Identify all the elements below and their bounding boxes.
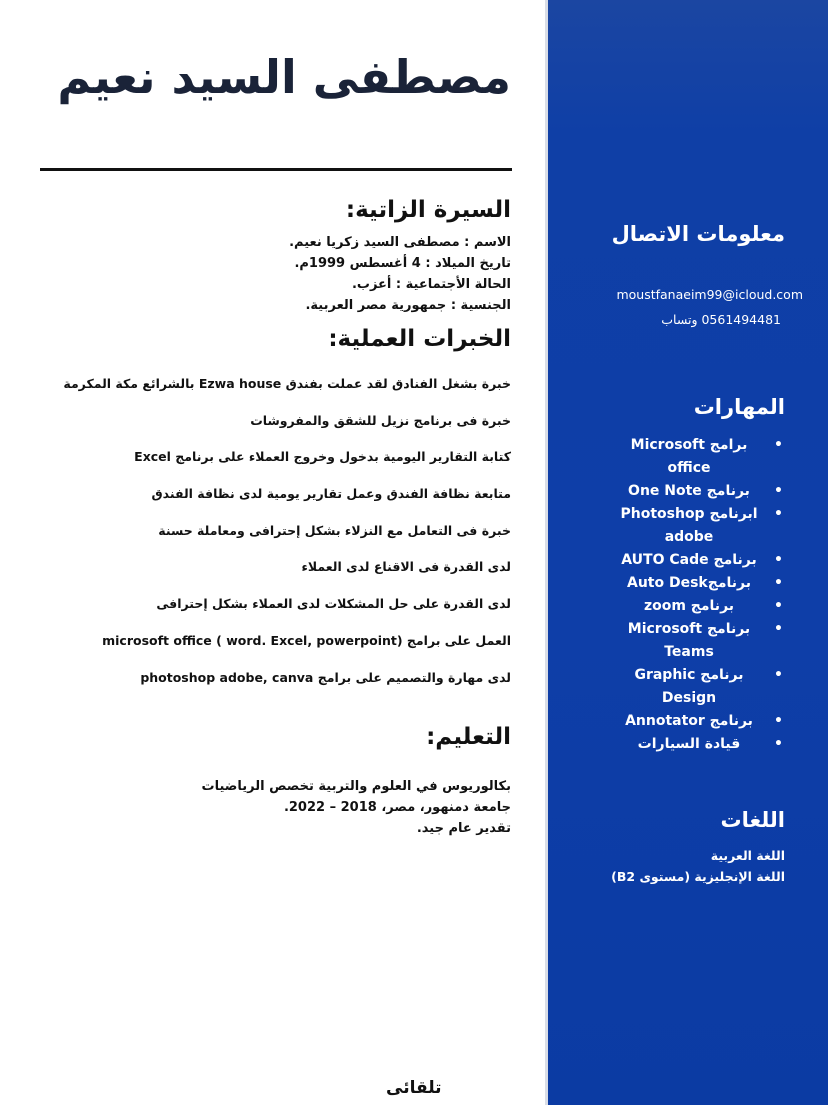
experience-item: خبرة فى برنامج نزيل للشقق والمفروشات [250,412,511,428]
skill-label: برامج Microsoft office [630,437,748,476]
skill-label: ابرنامج Photoshop adobe [620,506,758,545]
experience-item: خبرة فى التعامل مع النزلاء بشكل إحترافى ومعاملة حسنة [158,522,511,538]
bullet-icon: • [774,437,783,453]
skill-item [615,595,785,618]
skill-label: برنامج Microsoft Teams [627,621,751,660]
education-list [202,776,511,839]
language-item: اللغة الإنجليزية (مستوى B2) [611,869,785,884]
experience-item: كتابة التقارير اليومية بدخول وخروج العملاء على برنامج Excel [134,449,511,465]
bullet-icon: • [774,667,783,683]
bullet-icon: • [774,713,783,729]
languages-list [611,845,785,887]
education-heading: التعليم: [426,724,511,750]
language-item: اللغة العربية [710,848,785,863]
skill-label: برنامج Graphic Design [634,667,744,706]
education-line: تقدير عام جيد. [416,821,511,836]
bio-line: الحالة الأجتماعية : أعزب. [351,277,511,292]
experience-item: العمل على برامج (microsoft office ( word. Excel, powerpoint [102,632,511,648]
skill-item [615,503,785,549]
skill-label: برنامج AUTO Cade [621,552,757,568]
experience-item: لدى القدرة على حل المشكلات لدى العملاء بشكل إحترافى [156,596,511,612]
page-title: مصطفى السيد نعيم [57,50,511,104]
skill-item [615,664,785,710]
bullet-icon: • [774,736,783,752]
education-line: جامعة دمنهور، مصر، 2018 – 2022. [283,800,511,815]
skill-label: قيادة السيارات [637,736,741,752]
languages-heading: اللغات [720,808,785,832]
skill-item [615,480,785,503]
experience-item: لدى مهارة والتصميم على برامج photoshop adobe, canva [140,669,511,685]
skill-label: برنامج One Note [628,483,750,499]
contact-heading: معلومات الاتصال [611,222,785,246]
experience-item: خبرة بشغل الفنادق لقد عملت بفندق Ezwa house بالشرائع مكة المكرمة [63,376,511,391]
bullet-icon: • [774,621,783,637]
skills-list [615,434,785,756]
bullet-icon: • [774,483,783,499]
bullet-icon: • [774,575,783,591]
bio-list [289,232,511,316]
skill-item [615,549,785,572]
email-link[interactable]: moustfanaeim99@icloud.com [616,287,803,302]
skill-item [615,710,785,733]
skill-item [615,434,785,480]
bullet-icon: • [774,598,783,614]
skills-heading: المهارات [693,395,785,419]
education-line: بكالوريوس في العلوم والتربية تخصص الرياضيات [201,779,511,794]
experience-heading: الخبرات العملية: [328,326,511,352]
experience-item: لدى القدرة فى الاقناع لدى العملاء [301,559,511,575]
bio-line: تاريخ الميلاد : 4 أغسطس 1999م. [294,256,511,271]
bio-heading: السيرة الزاتية: [345,197,511,223]
skill-item [615,572,785,595]
skill-item [615,618,785,664]
phone-number[interactable]: 0561494481 وتساب [661,312,781,327]
skill-label: برنامج Annotator [625,713,753,729]
bullet-icon: • [774,506,783,522]
skill-label: برنامج zoom [643,598,735,614]
experience-list [63,371,511,701]
footer-label: تلقائى [386,1078,442,1098]
skill-label: برنامجAuto Desk [627,575,751,591]
skill-item [615,733,785,756]
bullet-icon: • [774,552,783,568]
title-divider [40,168,512,171]
sidebar [545,0,828,1105]
experience-item: متابعة نظافة الفندق وعمل تقارير يومية لدى نظافة الفندق [151,486,511,502]
bio-line: الاسم : مصطفى السيد زكريا نعيم. [289,235,511,250]
bio-line: الجنسية : جمهورية مصر العربية. [305,298,511,313]
contact-block [616,287,803,327]
